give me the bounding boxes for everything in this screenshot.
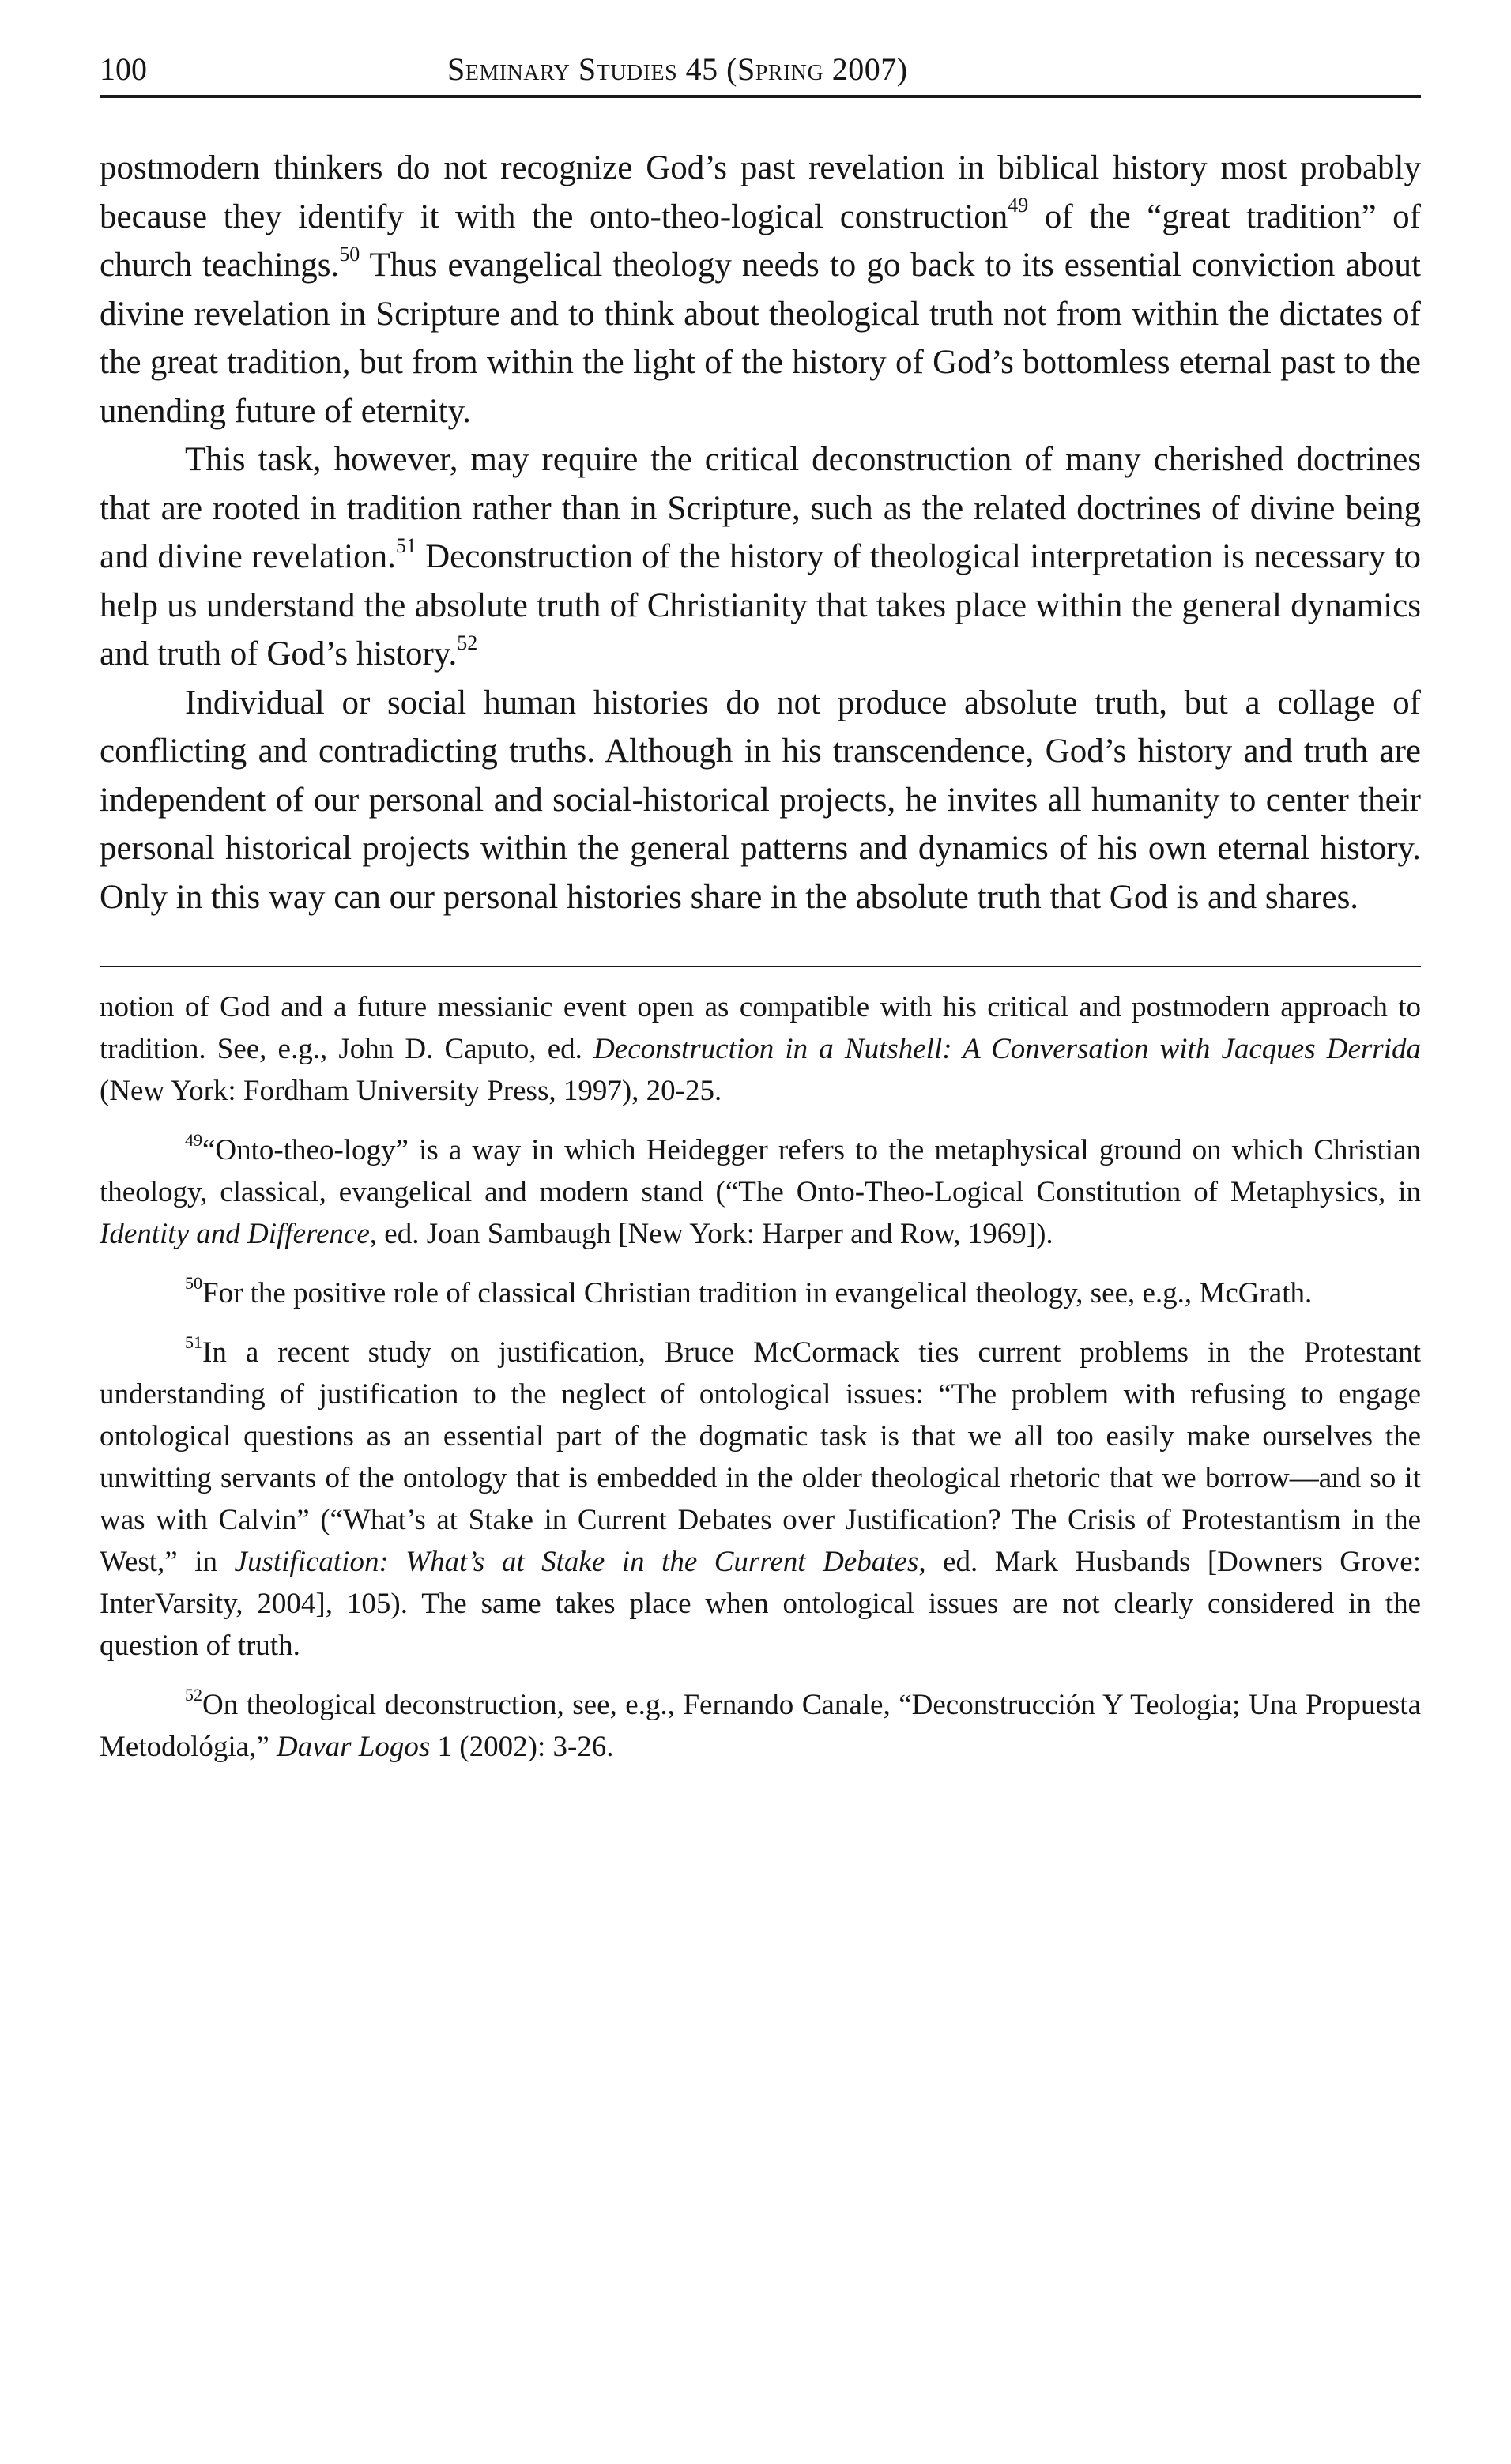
paragraph-2-text-b: Deconstruction of the history of theological interpretation is necessary to help us understand the absolute truth of Christianity that takes place within the general dynamics and truth of God’s history. [100,538,1422,673]
footnote-ref-51: 51 [395,533,416,557]
footnote-ref-52: 52 [457,631,478,654]
journal-title: Seminary Studies 45 (Spring 2007) [447,51,908,87]
body-text [100,144,1421,921]
footnote-49 [100,1129,1421,1255]
footnote-ref-49: 49 [1008,194,1029,217]
footnote-50-text: For the positive role of classical Christian tradition in evangelical theology, see, e.g., McGrath. [202,1277,1313,1309]
page-number: 100 [100,51,147,87]
running-head [100,32,1421,98]
paragraph-2-text-a: This task, however, may require the critical deconstruction of many cherished doctrines that are rooted in tradition rather than in Scripture, such as the related doctrines of divine being and divine revelation. [100,441,1421,575]
footnote-separator [100,966,1421,967]
footnote-49-title: Identity and Difference [100,1218,370,1250]
footnote-49-number: 49 [185,1129,202,1150]
paragraph-2 [100,435,1421,679]
footnote-52 [100,1684,1421,1768]
paragraph-3 [100,679,1421,922]
footnote-51-number: 51 [185,1332,202,1352]
footnote-51-title: Justification: What’s at Stake in the Current Debates [234,1546,919,1578]
footnote-continued-title: Deconstruction in a Nutshell: A Conversation with Jacques Derrida [593,1033,1421,1065]
paragraph-1-text-c: Thus evangelical theology needs to go back to its essential conviction about divine revelation in Scripture and to think about theological truth not from within the dictates of the great tradition, but from within the light of the history of God’s bottomless eternal past to the unending future of eternity. [100,247,1421,430]
page [100,32,1421,1785]
paragraph-1 [100,144,1421,435]
footnote-continued-text-b: (New York: Fordham University Press, 1997), 20-25. [100,1075,722,1107]
footnote-continued-text-a: notion of God and a future messianic event open as compatible with his critical and postmodern approach to tradition. See, e.g., John D. Caputo, ed. [100,991,1421,1065]
footnote-51-text-b: , ed. Mark Husbands [Downers Grove: InterVarsity, 2004], 105). The same takes place when ontological issues are not clearly considered in the question of truth. [100,1546,1421,1662]
paragraph-1-text-a: postmodern thinkers do not recognize God’s past revelation in biblical history most probably because they identify it with the onto-theo-logical construction [100,149,1421,235]
footnote-49-text-a: “Onto-theo-logy” is a way in which Heidegger refers to the metaphysical ground on which Christian theology, classical, evangelical and modern stand (“The Onto-Theo-Logical Constitution of Metaphysics, in [100,1134,1421,1208]
footnote-51-text-a: In a recent study on justification, Bruce McCormack ties current problems in the Protestant understanding of justification to the neglect of ontological issues: “The problem with refusing to engage ontological questions as an essential part of the dogmatic task is that we all too easily make ourselves the unwitting servants of the ontology that is embedded in the older theological rhetoric that we borrow—and so it was with Calvin” (“What’s at Stake in Current Debates over Justification? The Crisis of Protestantism in the West,” in [100,1336,1421,1578]
footnotes [100,986,1421,1768]
footnote-52-text-a: On theological deconstruction, see, e.g., Fernando Canale, “Deconstrucción Y Teologia; Una Propuesta Metodológia,” [100,1689,1421,1763]
footnote-50-number: 50 [185,1272,202,1293]
footnote-52-number: 52 [185,1684,202,1705]
footnote-49-text-b: , ed. Joan Sambaugh [New York: Harper and Row, 1969]). [369,1218,1053,1250]
footnote-52-title: Davar Logos [277,1731,431,1763]
footnote-ref-50: 50 [339,242,360,266]
footnote-52-text-b: 1 (2002): 3-26. [430,1731,614,1763]
paragraph-1-text-b: of the “great tradition” of church teachings. [100,198,1421,284]
footnote-50 [100,1272,1421,1314]
footnote-continued [100,986,1421,1112]
footnote-51 [100,1332,1421,1667]
paragraph-3-text: Individual or social human histories do not produce absolute truth, but a collage of conflicting and contradicting truths. Although in his transcendence, God’s history and truth are independent of our personal and social-historical projects, he invites all humanity to center their personal historical projects within the general patterns and dynamics of his own eternal history. Only in this way can our personal histories share in the absolute truth that God is and shares. [100,684,1421,916]
